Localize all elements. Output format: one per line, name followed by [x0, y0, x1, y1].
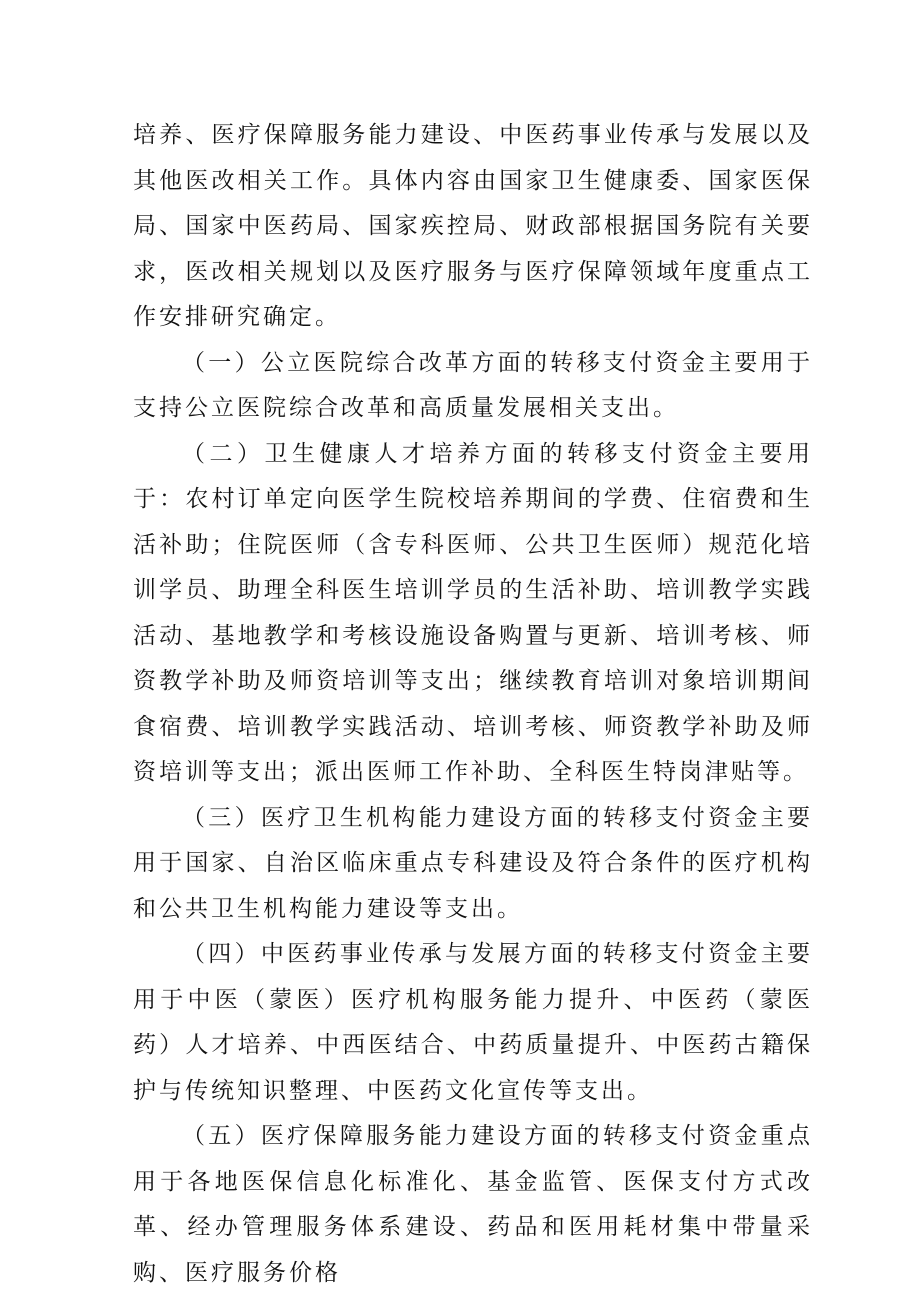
paragraph-medical-security-capacity: （五）医疗保障服务能力建设方面的转移支付资金重点用于各地医保信息化标准化、基金监管、医保支付方式改革、经办管理服务体系建设、药品和医用耗材集中带量采购、医疗服务价格 [133, 1123, 813, 1286]
document-page [133, 113, 813, 1296]
paragraph-medical-institution-capacity: （三）医疗卫生机构能力建设方面的转移支付资金主要用于国家、自治区临床重点专科建设及符合条件的医疗机构和公共卫生机构能力建设等支出。 [133, 804, 813, 922]
paragraph-continuation: 培养、医疗保障服务能力建设、中医药事业传承与发展以及其他医改相关工作。具体内容由国家卫生健康委、国家医保局、国家中医药局、国家疾控局、财政部根据国务院有关要求，医改相关规划以及医疗服务与医疗保障领域年度重点工作安排研究确定。 [133, 122, 813, 330]
paragraph-public-hospital-reform: （一）公立医院综合改革方面的转移支付资金主要用于支持公立医院综合改革和高质量发展相关支出。 [133, 349, 813, 421]
paragraph-tcm-development: （四）中医药事业传承与发展方面的转移支付资金主要用于中医（蒙医）医疗机构服务能力提升、中医药（蒙医药）人才培养、中西医结合、中药质量提升、中医药古籍保护与传统知识整理、中医药文化宣传等支出。 [133, 941, 813, 1104]
paragraph-health-talent-training: （二）卫生健康人才培养方面的转移支付资金主要用于：农村订单定向医学生院校培养期间的学费、住宿费和生活补助；住院医师（含专科医师、公共卫生医师）规范化培训学员、助理全科医生培训学员的生活补助、培训教学实践活动、基地教学和考核设施设备购置与更新、培训考核、师资教学补助及师资培训等支出；继续教育培训对象培训期间食宿费、培训教学实践活动、培训考核、师资教学补助及师资培训等支出；派出医师工作补助、全科医生特岗津贴等。 [133, 440, 813, 785]
